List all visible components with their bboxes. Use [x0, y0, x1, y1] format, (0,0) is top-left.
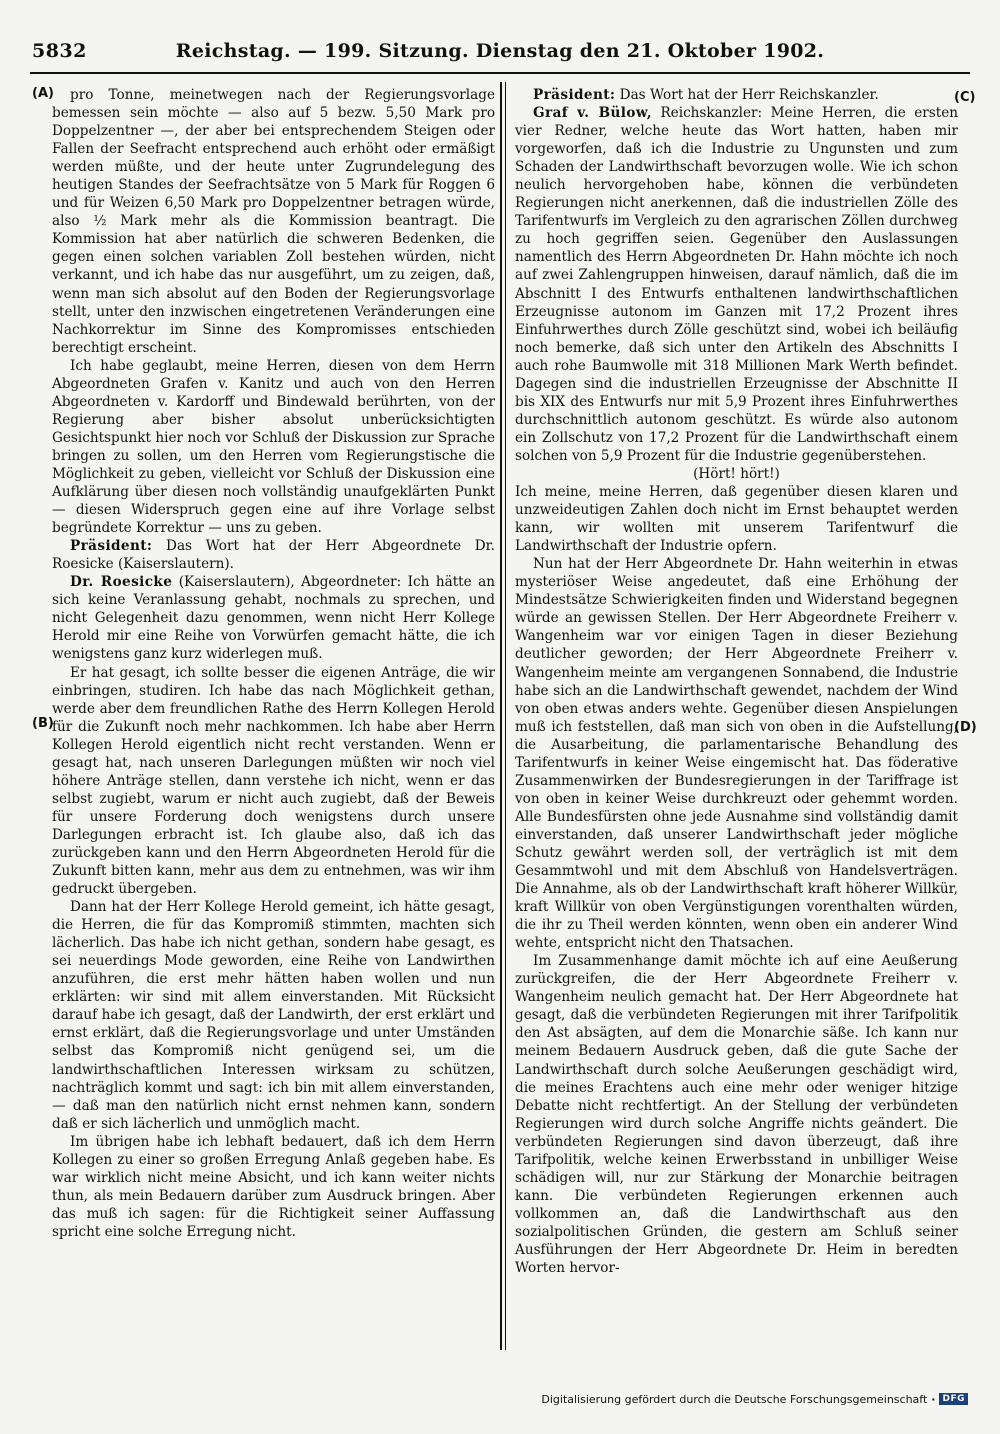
paragraph-text: (Hört! hört!): [693, 465, 780, 482]
paragraph-text: Reichskanzler: Meine Herren, die ersten vier Redner, welche heute das Wort hatten, haben mir vorgeworfen, daß ich die Industrie zu Ungunsten und zum Schaden der Landwirthschaft bevorzugen wolle. Wie ich schon neulich hervorgehoben habe, können die verbündeten Regierungen nicht anerkennen, daß die industriellen Zölle des Tarifentwurfs im Vergleich zu den agrarischen Zöllen durchweg zu hoch gegriffen seien. Gegenüber den Auslassungen namentlich des Herrn Abgeordneten Dr. Hahn möchte ich noch auf zwei Zahlengruppen hinweisen, darauf nämlich, daß die im Abschnitt I des Entwurfs enthaltenen landwirthschaftlichen Erzeugnisse autonom im Ganzen mit 17,2 Prozent ihres Einfuhrwerthes durch Zölle geschützt sind, wobei ich beiläufig noch bemerke, daß sich unter den Artikeln des Abschnitts I auch rohe Baumwolle mit 318 Millionen Mark Werth befindet. Dagegen sind die industriellen Erzeugnisse der Abschnitte II bis XIX des Entwurfs nur mit 5,9 Prozent ihres Einfuhrwerthes durchschnittlich autonom geschützt. Es würde also autonom ein Zollschutz von 17,2 Prozent für die Landwirthschaft einem solchen von 5,9 Prozent für die Industrie gegenüberstehen.: [515, 105, 958, 464]
paragraph: [52, 357, 495, 537]
paragraph-text: Ich meine, meine Herren, daß gegenüber diesen klaren und unzweideutigen Zahlen doch nicht im Ernst behauptet werden kann, wir wollten mit unserem Tarifentwurf die Landwirthschaft der Industrie opfern.: [515, 484, 958, 555]
paragraph-text: Er hat gesagt, ich sollte besser die eigenen Anträge, die wir einbringen, studiren. Ich habe das nach Möglichkeit gethan, werde aber dem freundlichen Rathe des Herrn Kollegen Herold für die Zukunft noch mehr nachkommen. Ich habe aber Herrn Kollegen Herold eigentlich nicht recht verstanden. Wenn er gesagt hat, nach unseren Darlegungen müßten wir noch viel höhere Anträge stellen, dann verstehe ich nicht, wenn er das selbst zugiebt, warum er nicht auch zugiebt, daß der Beweis für unsere Forderung doch wenigstens durch unsere Darlegungen erbracht ist. Ich glaube also, daß ich das zurückgeben kann und den Herrn Abgeordneten Herold für die Zukunft bitten kann, mehr aus dem zu entnehmen, was wir ihm gedruckt übergeben.: [52, 664, 495, 898]
header-rule: [30, 72, 970, 74]
paragraph: [52, 537, 495, 573]
paragraph: [515, 104, 958, 465]
page-number: 5832: [32, 40, 87, 62]
margin-mark-a: (A): [32, 86, 54, 101]
right-column: [515, 86, 958, 1277]
dfg-logo: DFG: [939, 1393, 968, 1405]
paragraph-text: Das Wort hat der Herr Abgeordnete Dr. Roesicke (Kaiserslautern).: [52, 538, 496, 573]
paragraph: [515, 465, 958, 483]
running-head: Reichstag. — 199. Sitzung. Dienstag den 21. Oktober 1902.: [175, 40, 825, 62]
margin-mark-b: (B): [32, 716, 54, 731]
speaker-name: Dr. Roesicke: [70, 574, 173, 591]
left-column: [52, 86, 495, 1241]
paragraph: [52, 86, 495, 357]
paragraph: [52, 573, 495, 663]
paragraph-text: Dann hat der Herr Kollege Herold gemeint, ich hätte gesagt, die Herren, die für das Kompromiß stimmten, machten sich lächerlich. Das habe ich nicht gethan, sondern habe gesagt, es sei neuerdings Mode geworden, eine Reihe von Landwirthen anzuführen, die erst mehr hätten haben wollen und nun erklärten: wir sind mit allem einverstanden. Mit Rücksicht darauf habe ich gesagt, daß der Landwirth, der erst erklärt und ernst erklärt, daß die Regierungsvorlage und unter Umständen selbst das Kompromiß nicht genügend sei, um die landwirthschaftlichen Interessen wirksam zu schützen, nachträglich kommt und sagt: ich bin mit allem einverstanden, — daß man den natürlich nicht ernst nehmen kann, sondern daß er sich lächerlich und unmöglich macht.: [52, 899, 495, 1132]
margin-mark-c: (C): [954, 90, 976, 105]
column-divider-thin: [505, 82, 506, 1350]
speaker-name: Präsident:: [533, 87, 616, 103]
column-divider: [500, 82, 502, 1350]
speaker-name: Präsident:: [70, 538, 153, 555]
paragraph: [515, 952, 958, 1277]
paragraph: [52, 898, 495, 1133]
paragraph-text: Das Wort hat der Herr Reichskanzler.: [619, 87, 879, 103]
paragraph: [515, 483, 958, 555]
paragraph: [515, 555, 958, 952]
paragraph-text: Im übrigen habe ich lebhaft bedauert, daß ich dem Herrn Kollegen zu einer so großen Erregung Anlaß gegeben habe. Es war wirklich nicht meine Absicht, und ich kann weiter nichts thun, als mein Bedauern darüber zum Ausdruck bringen. Aber das muß ich sagen: für die Richtigkeit seiner Auffassung spricht eine solche Erregung nicht.: [52, 1133, 495, 1240]
separator-dot: ·: [931, 1392, 936, 1406]
paragraph: [52, 1133, 495, 1241]
paragraph-text: Nun hat der Herr Abgeordnete Dr. Hahn weiterhin in etwas mysteriöser Weise angedeutet, daß eine Erhöhung der Mindestsätze Schwierigkeiten finden und Widerstand begegnen würde an gewissen Stellen. Der Herr Abgeordnete Freiherr v. Wangenheim war vor einigen Tagen in dieser Beziehung deutlicher geworden; der Herr Abgeordnete Freiherr v. Wangenheim meinte am vergangenen Sonnabend, die Industrie habe sich an die Landwirthschaft gewendet, nachdem der Wind von oben etwas anders wehte. Gegenüber diesen Anspielungen muß ich feststellen, daß man sich von oben in die Aufstellung, die Ausarbeitung, die parlamentarische Behandlung des Tarifentwurfs in keiner Weise eingemischt hat. Das föderative Zusammenwirken der Bundesregierungen in der Tariffrage ist von oben in keiner Weise durchkreuzt oder gehemmt worden. Alle Bundesfürsten ohne jede Ausnahme sind vollständig damit einverstanden, daß unserer Landwirthschaft jeder mögliche Schutz gewährt werden soll, der verträglich ist mit dem Gesammtwohl und mit dem Abschluß von Handelsverträgen. Die Annahme, als ob der Landwirthschaft kraft höherer Willkür, kraft Willkür von oben Vergünstigungen vorenthalten würden, die ihr zu Theil werden könnten, wenn oben ein anderer Wind wehte, entspricht nicht den Thatsachen.: [515, 556, 958, 952]
paragraph-text: Im Zusammenhange damit möchte ich auf eine Aeußerung zurückgreifen, die der Herr Abgeordnete Freiherr v. Wangenheim neulich gemacht hat. Der Herr Abgeordnete hat gesagt, daß die verbündeten Regierungen mit ihrer Tarifpolitik den Ast absägten, auf dem die Monarchie säße. Ich kann nur meinem Bedauern Ausdruck geben, daß die gute Sache der Landwirthschaft durch solche Aeußerungen geschädigt wird, die meines Erachtens auch eine mehr oder weniger hitzige Debatte nicht rechtfertigt. An der Stellung der verbündeten Regierungen wird durch solche Angriffe nichts geändert. Die verbündeten Regierungen sind davon überzeugt, daß ihre Tarifpolitik, welche keinen Erwerbsstand in unbilliger Weise schädigen will, nur zur Stärkung der Monarchie beitragen kann. Die verbündeten Regierungen erkennen auch vollkommen an, daß die Landwirthschaft aus den sozialpolitischen Gründen, die gestern am Schluß seiner Ausführungen der Herr Abgeordnete Dr. Heim in beredten Worten hervor-: [515, 953, 958, 1277]
footer-credit: [541, 1391, 968, 1407]
paragraph: [515, 86, 958, 104]
speaker-name: Graf v. Bülow,: [533, 105, 652, 122]
footer-text: Digitalisierung gefördert durch die Deutsche Forschungsgemeinschaft: [541, 1392, 928, 1406]
page-header: [32, 40, 968, 70]
paragraph: [52, 664, 495, 899]
paragraph-text: (Kaiserslautern), Abgeordneter: Ich hätte an sich keine Veranlassung gehabt, nochmals zu sprechen, und nicht Gelegenheit dazu genommen, wenn nicht Herr Kollege Herold mir eine Reihe von Vorwürfen gemacht hätte, die ich wenigstens ganz kurz widerlegen muß.: [52, 574, 495, 663]
paragraph-text: Ich habe geglaubt, meine Herren, diesen von dem Herrn Abgeordneten Grafen v. Kanitz und auch von den Herren Abgeordneten v. Kardorff und Bindewald berührten, von der Regierung aber bisher absolut unberücksichtigten Gesichtspunkt hier noch vor Schluß der Diskussion zur Sprache bringen zu sollen, um den Herren vom Regierungstische die Möglichkeit zu geben, vielleicht vor Schluß der Diskussion eine Aufklärung über diesen noch vollständig unaufgeklärten Punkt — diesen Widerspruch gegen eine auf ihre Vorlage selbst begründete Korrektur — uns zu geben.: [52, 357, 495, 537]
margin-mark-d: (D): [954, 720, 977, 735]
paragraph-text: pro Tonne, meinetwegen nach der Regierungsvorlage bemessen sein möchte — also auf 5 bezw. 5,50 Mark pro Doppelzentner —, der aber bei entsprechendem Steigen oder Fallen der Seefracht entsprechend auch erhöht oder ermäßigt werden müßte, und der heute unter Zugrundelegung des heutigen Standes der Seefrachtsätze von 5 Mark für Roggen 6 und für Weizen 6,50 Mark pro Doppelzentner betragen würde, also ½ Mark mehr als die Kommission beantragt. Die Kommission hat aber natürlich die schweren Bedenken, die gegen einen solchen variablen Zoll bestehen würden, nicht verkannt, und ich habe das nur ausgeführt, um zu zeigen, daß, wenn man sich absolut auf den Boden der Regierungsvorlage stellt, unter den inzwischen eingetretenen Veränderungen eine Nachkorrektur im Sinne des Kompromisses entschieden berechtigt erscheint.: [52, 87, 495, 356]
